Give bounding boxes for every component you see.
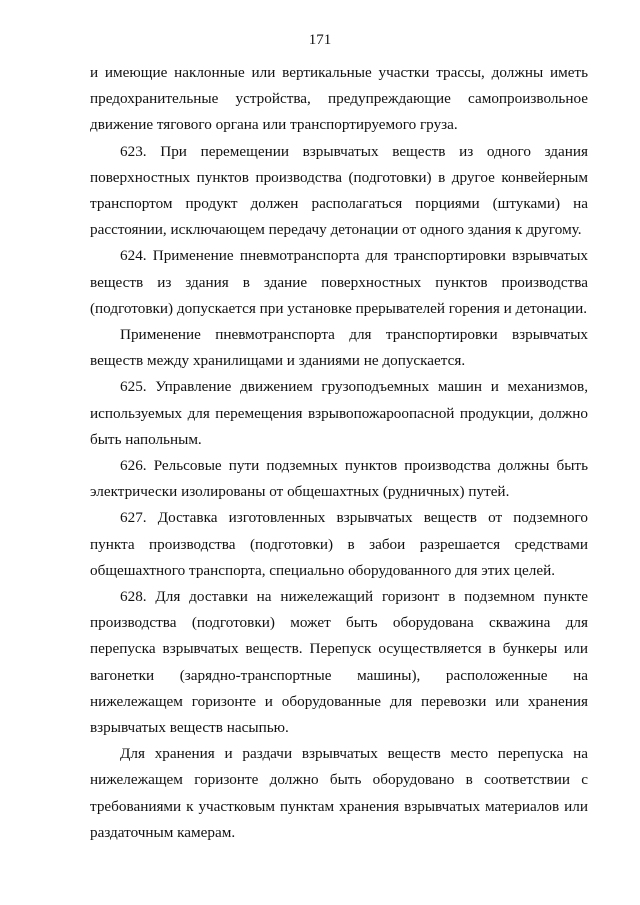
paragraph-624: 624. Применение пневмотранспорта для транспортировки взрывчатых веществ из здания в здание поверхностных пунктов производства (подготовки) допускается при установке прерывателей горения и детонации. — [90, 247, 588, 317]
paragraph-627: 627. Доставка изготовленных взрывчатых веществ от подземного пункта производства (подготовки) в забои разрешается средствами общешахтного транспорта, специально оборудованного для этих целей. — [90, 509, 588, 579]
paragraph-623: 623. При перемещении взрывчатых веществ из одного здания поверхностных пунктов производства (подготовки) в другое конвейерным транспортом продукт должен располагаться порциями (штуками) на расстоянии, исключающем передачу детонации от одного здания к другому. — [90, 142, 588, 239]
paragraph-626: 626. Рельсовые пути подземных пунктов производства должны быть электрически изолированы от общешахтных (рудничных) путей. — [90, 457, 588, 501]
document-body — [90, 60, 588, 846]
paragraph-628: 628. Для доставки на нижележащий горизонт в подземном пункте производства (подготовки) может быть оборудована скважина для перепуска взрывчатых веществ. Перепуск осуществляется в бункеры или вагонетки (зарядно-транспортные машины), расположенные на нижележащем горизонте и оборудованные для перевозки или хранения взрывчатых веществ насыпью. — [90, 588, 588, 737]
paragraph-628-addendum: Для хранения и раздачи взрывчатых веществ место перепуска на нижележащем горизонте должно быть оборудовано в соответствии с требованиями к участковым пунктам хранения взрывчатых материалов или раздаточным камерам. — [90, 745, 588, 841]
paragraph-624-addendum: Применение пневмотранспорта для транспортировки взрывчатых веществ между хранилищами и зданиями не допускается. — [90, 326, 588, 370]
page-number: 171 — [308, 32, 332, 48]
paragraph-625: 625. Управление движением грузоподъемных машин и механизмов, используемых для перемещения взрывопожароопасной продукции, должно быть напольным. — [90, 378, 588, 448]
paragraph-continuation: и имеющие наклонные или вертикальные участки трассы, должны иметь предохранительные устройства, предупреждающие самопроизвольное движение тягового органа или транспортируемого груза. — [90, 64, 588, 134]
